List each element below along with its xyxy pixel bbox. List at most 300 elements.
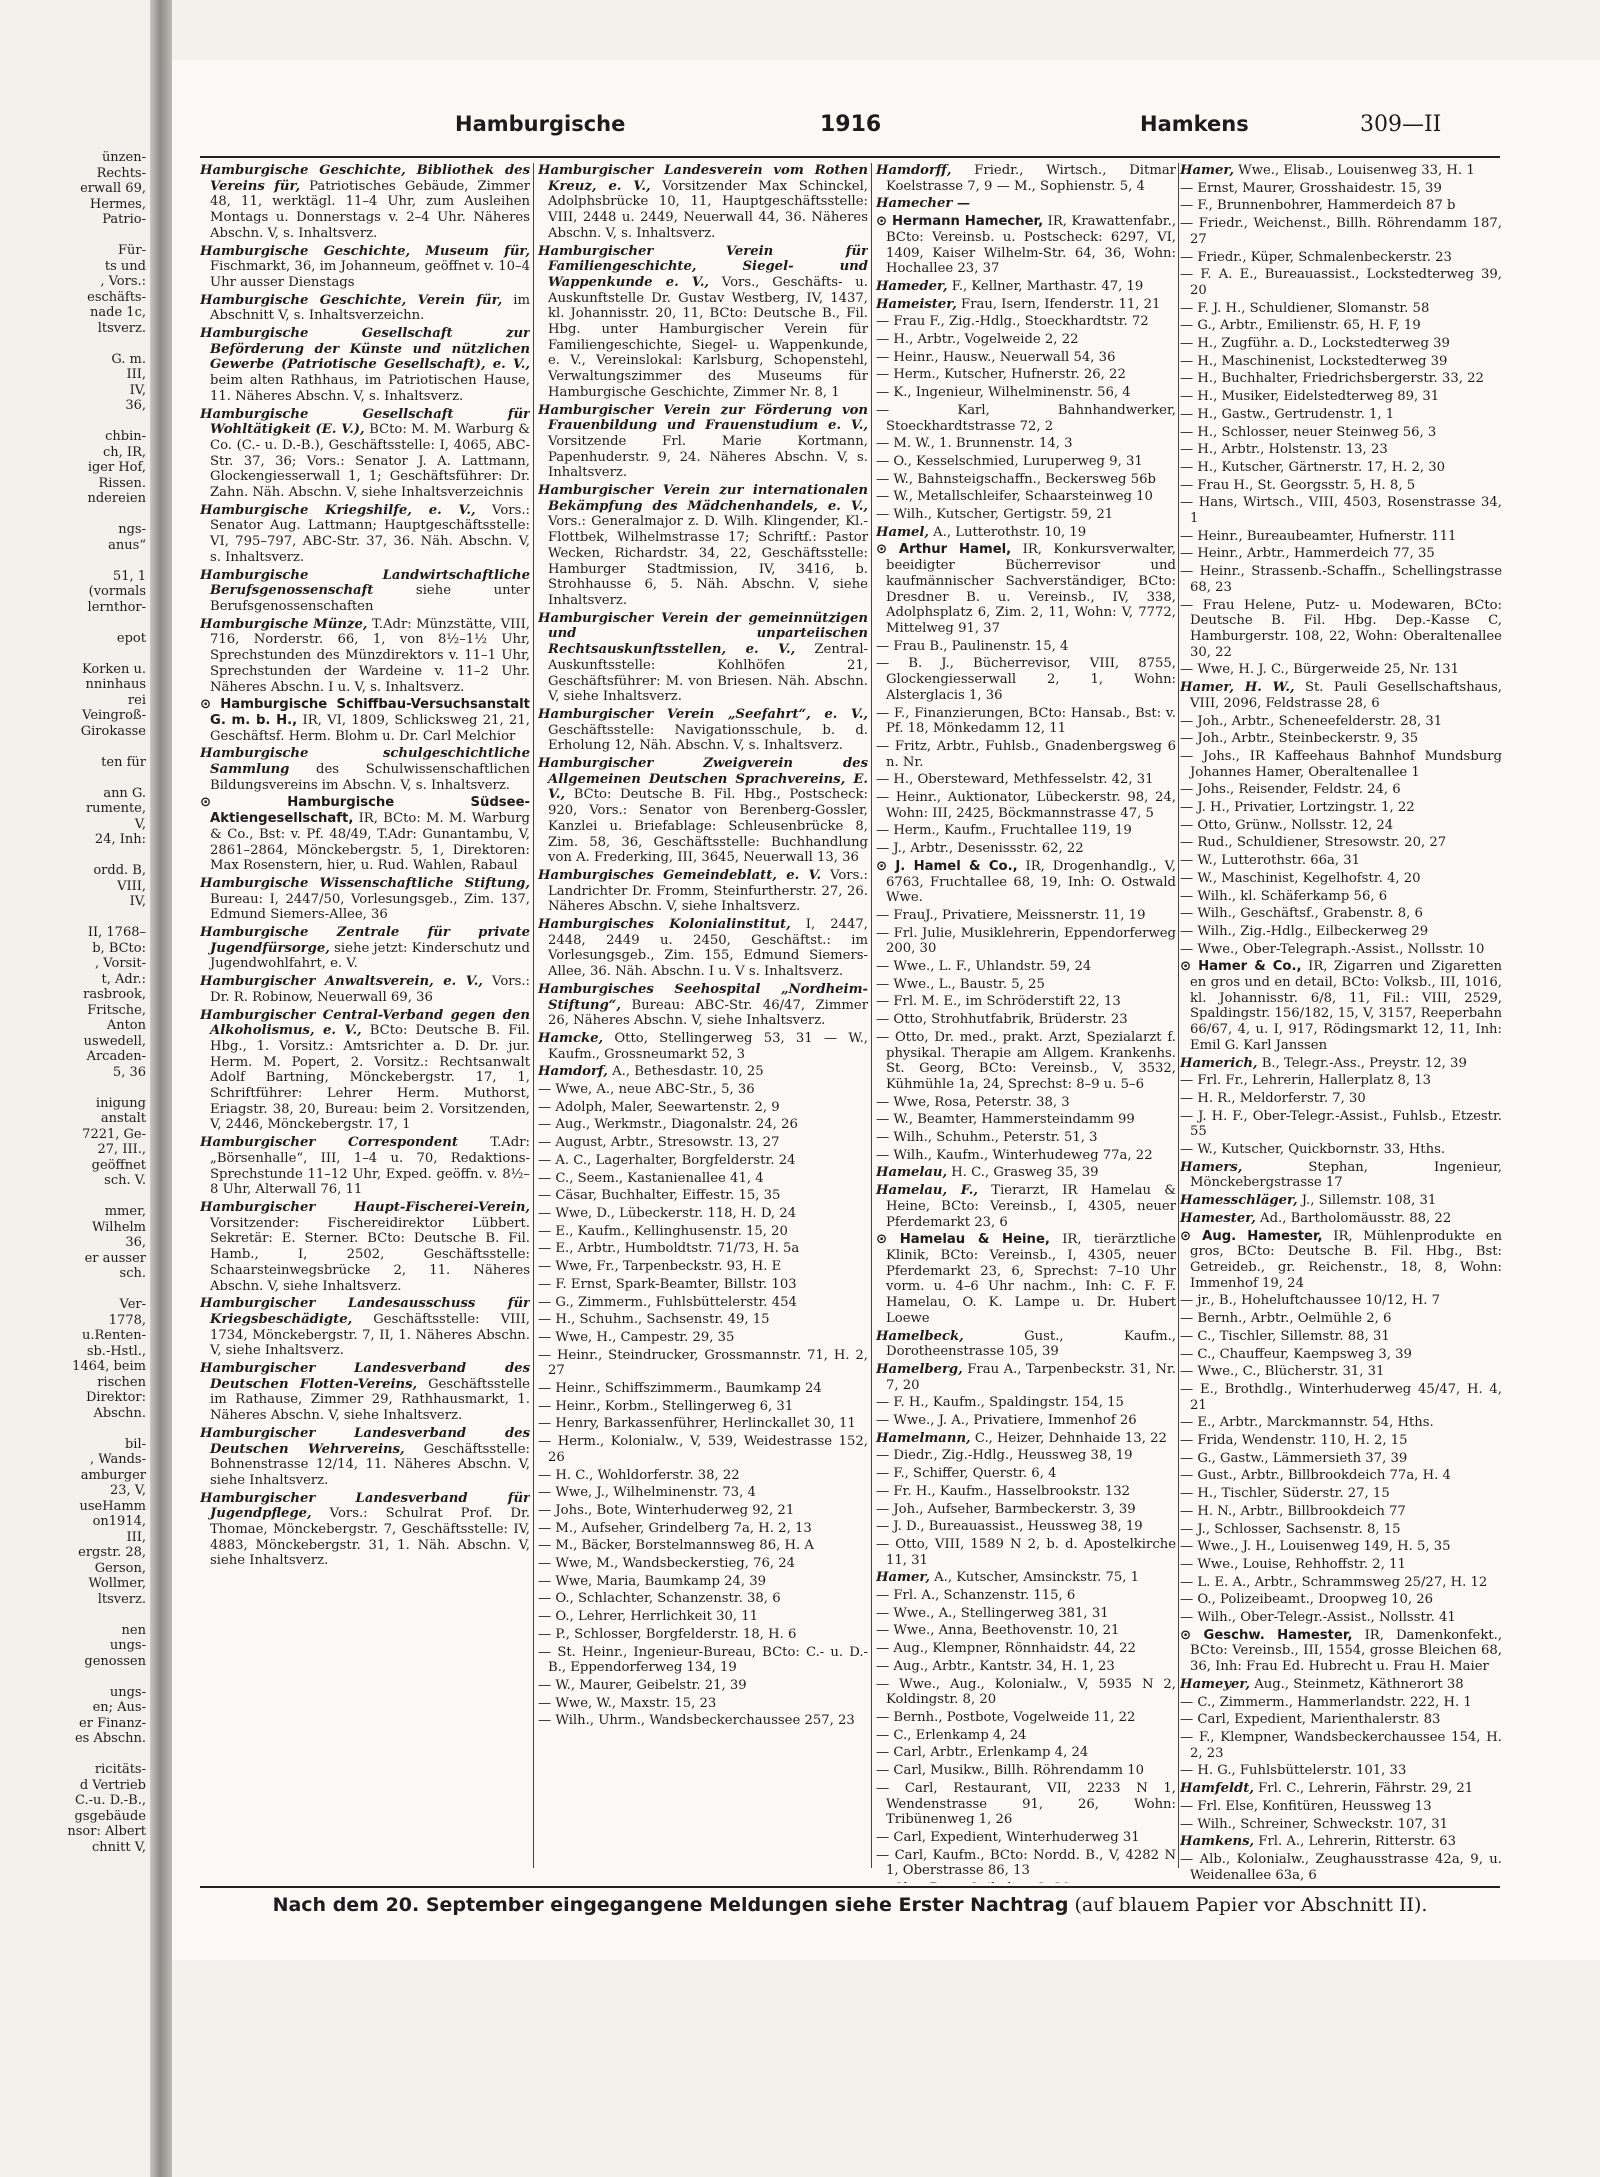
strip-line bbox=[0, 1607, 150, 1623]
entry-text: — Hans, Wirtsch., VIII, 4503, Rosenstrasse 34, 1 bbox=[1180, 495, 1502, 527]
entry-text: — Wwe., Louise, Rehhoffstr. 2, 11 bbox=[1180, 1556, 1406, 1572]
directory-entry bbox=[538, 1399, 868, 1415]
directory-entry bbox=[876, 926, 1176, 957]
directory-entry bbox=[876, 1881, 1176, 1883]
directory-entry bbox=[1180, 216, 1502, 247]
directory-entry bbox=[876, 1588, 1176, 1604]
directory-entry bbox=[1180, 478, 1502, 494]
entry-name: Hamer, bbox=[876, 1570, 930, 1586]
entry-name: Hamelmann, bbox=[876, 1430, 971, 1446]
strip-line: ngs- bbox=[118, 522, 146, 537]
directory-entry bbox=[1180, 1073, 1502, 1089]
entry-text: — Heinr., Schiffszimmerm., Baumkamp 24 bbox=[538, 1381, 822, 1397]
directory-entry bbox=[538, 1241, 868, 1257]
strip-line: II, 1768– bbox=[87, 925, 146, 940]
directory-entry bbox=[876, 994, 1176, 1010]
entry-text: — Fritz, Arbtr., Fuhlsb., Gnadenbergsweg 6 n. Nr. bbox=[876, 738, 1176, 770]
entry-name: Hamester, bbox=[1180, 1210, 1256, 1226]
strip-line: C.-u. D.-B., bbox=[75, 1793, 146, 1808]
directory-entry bbox=[876, 350, 1176, 366]
directory-entry bbox=[200, 1296, 530, 1359]
directory-entry bbox=[1180, 782, 1502, 798]
entry-text: — Carl, Kaufm., BCto: Nordd. B., V, 4282 N 1, Oberstrasse 86, 13 bbox=[876, 1847, 1176, 1879]
directory-entry bbox=[200, 876, 530, 923]
directory-entry bbox=[876, 1448, 1176, 1464]
entry-text: — Wwe., C., Blücherstr. 31, 31 bbox=[1180, 1364, 1385, 1380]
entry-text: — H., Obersteward, Methfesselstr. 42, 31 bbox=[876, 772, 1154, 788]
directory-entry bbox=[876, 1431, 1176, 1447]
entry-text: — Frl. Julie, Musiklehrerin, Eppendorferweg 200, 30 bbox=[876, 925, 1176, 957]
column-divider bbox=[871, 163, 872, 1868]
directory-entry bbox=[876, 279, 1176, 295]
entry-text: — Otto, Dr. med., prakt. Arzt, Spezialarzt f. physikal. Therapie am Allgem. Krankenhs. St. Georg, BCto: Vereinsb., V, 3532, Kühmühle 1a, 24, Sprechst: 8–9 u. 5–6 bbox=[876, 1029, 1176, 1092]
directory-entry bbox=[876, 1830, 1176, 1846]
strip-line: ungs- bbox=[109, 1638, 146, 1653]
entry-text: — H., Tischler, Süderstr. 27, 15 bbox=[1180, 1486, 1390, 1502]
entry-text: — Johs., IR Kaffeehaus Bahnhof Mundsburg Johannes Hamer, Oberaltenallee 1 bbox=[1180, 748, 1502, 780]
directory-entry bbox=[876, 1623, 1176, 1639]
entry-text: Vors.: Generalmajor z. D. Wilh. Klingender, Kl.-Flottbek, Wilhelmstrasse 17; Schriftf.: Pastor Wecken, Richardstr. 34, 22, Geschäftsstelle: Hamburger Stadtmission, IV, 3416, b. Strohhausse 6, 5. Näh. Abschn. V, siehe Inhaltsverz. bbox=[548, 514, 868, 608]
directory-entry bbox=[1180, 1486, 1502, 1502]
strip-line: 1778, bbox=[108, 1312, 146, 1328]
directory-entry bbox=[876, 163, 1176, 194]
directory-entry bbox=[1180, 336, 1502, 352]
entry-text: Vorsitzender: Fischereidirektor Lübbert. Sekretär: E. Sterner. BCto: Deutsche B. Fil. Hamb., I, 2502, Geschäftsstelle: Schaarsteinwegsbrücke 2, 11. Näheres Abschn. V, siehe Inhaltsverz. bbox=[210, 1215, 530, 1294]
entry-text: — M. W., 1. Brunnenstr. 14, 3 bbox=[876, 436, 1073, 452]
entry-text: IR, BCto: M. M. Warburg & Co., Bst: v. Pf. 48/49, T.Adr: Gunantambu, V, 2861–2864, Mönckebergstr. 5, 1, Direktoren: Max Rosenstern, hier, u. Rud. Wahlen, Rabaul bbox=[210, 811, 530, 874]
directory-entry bbox=[200, 568, 530, 615]
entry-text: — J. H. F., Ober-Telegr.-Assist., Fuhlsb., Etzestr. 55 bbox=[1180, 1108, 1502, 1140]
entry-text: Fischmarkt, 36, im Johanneum, geöffnet v. 10–4 Uhr ausser Dienstags bbox=[210, 259, 530, 290]
entry-name: Hamburgischer Verein der gemeinnützigen und unparteiischen Rechtsauskunftsstellen, e. V., bbox=[538, 610, 868, 658]
directory-entry bbox=[200, 1426, 530, 1489]
strip-line: er ausser bbox=[84, 1250, 146, 1266]
entry-text: A., Kutscher, Amsinckstr. 75, 1 bbox=[934, 1570, 1140, 1586]
column-divider bbox=[533, 163, 534, 1868]
entry-text: — F., Brunnenbohrer, Hammerdeich 87 b bbox=[1180, 198, 1456, 214]
entry-text: — Frl. Fr., Lehrerin, Hallerplatz 8, 13 bbox=[1180, 1073, 1431, 1089]
directory-entry bbox=[200, 407, 530, 501]
entry-text: — H., Buchhalter, Friedrichsbergerstr. 33, 22 bbox=[1180, 371, 1484, 387]
directory-entry bbox=[876, 403, 1176, 434]
directory-entry bbox=[876, 1030, 1176, 1093]
entry-name: Hamer, bbox=[1180, 163, 1234, 178]
entry-text: Bureau: I, 2447/50, Vorlesungsgeb., Zim. 137, Edmund Siemers-Allee, 36 bbox=[210, 891, 530, 923]
entry-name: Hamburgische Wissenschaftliche Stiftung, bbox=[200, 875, 530, 891]
entry-text: — M., Bäcker, Borstelmannsweg 86, H. A bbox=[538, 1538, 814, 1554]
directory-entry bbox=[876, 772, 1176, 788]
directory-entry bbox=[538, 1556, 868, 1572]
entry-text: — F. Ernst, Spark-Beamter, Billstr. 103 bbox=[538, 1276, 797, 1292]
directory-entry bbox=[200, 503, 530, 566]
entry-text: IR, Damenkonfekt., BCto: Vereinsb., III, 1554, grosse Bleichen 68, 36, Inh: Frau Ed. Hubrecht u. Frau H. Maier bbox=[1190, 1627, 1502, 1675]
directory-entry bbox=[1180, 1329, 1502, 1345]
strip-line: Girokasse bbox=[80, 723, 146, 739]
directory-entry bbox=[1180, 407, 1502, 423]
column-divider bbox=[1178, 163, 1179, 1868]
entry-text: H. C., Grasweg 35, 39 bbox=[951, 1165, 1099, 1181]
entry-text: — Carl, Expedient, Marienthalerstr. 83 bbox=[1180, 1712, 1441, 1728]
entry-text: — A. C., Lagerhalter, Borgfelderstr. 24 bbox=[538, 1152, 796, 1168]
entry-name: Hamburgische Gesellschaft zur Beförderung der Künste und nützlichen Gewerbe (Patriotische Gesellschaft), e. V., bbox=[200, 326, 530, 373]
entry-text: — F. A. E., Bureauassist., Lockstedterweg 39, 20 bbox=[1180, 267, 1502, 298]
entry-text: — H., Musiker, Eidelstedterweg 89, 31 bbox=[1180, 389, 1440, 405]
strip-line: er Finanz- bbox=[79, 1715, 146, 1731]
directory-entry bbox=[1180, 1347, 1502, 1363]
directory-entry bbox=[876, 1570, 1176, 1586]
directory-entry bbox=[1180, 371, 1502, 387]
entry-name: Hamelbeck, bbox=[876, 1328, 964, 1344]
directory-entry bbox=[1180, 959, 1502, 1053]
entry-text: — J. H., Privatier, Lortzingstr. 1, 22 bbox=[1180, 800, 1415, 816]
directory-entry bbox=[1180, 460, 1502, 476]
strip-line: , Vors.: bbox=[100, 274, 146, 289]
directory-entry bbox=[538, 1117, 868, 1133]
entry-text: — Wwe, Maria, Baumkamp 24, 39 bbox=[538, 1573, 767, 1589]
directory-entry bbox=[200, 1135, 530, 1198]
directory-entry bbox=[876, 472, 1176, 488]
strip-line: iger Hof, bbox=[87, 460, 146, 475]
strip-line bbox=[0, 739, 150, 755]
strip-line: ltsverz. bbox=[97, 1591, 146, 1607]
strip-line: nen bbox=[121, 1622, 146, 1638]
strip-line bbox=[0, 1282, 150, 1298]
entry-text: — Frida, Wendenstr. 110, H. 2, 15 bbox=[1180, 1433, 1408, 1449]
directory-entry bbox=[876, 436, 1176, 452]
entry-text: Vors.: Senator Aug. Lattmann; Hauptgeschäftsstelle: VI, 795–797, ABC-Str. 37, 36. Näh. Abschn. V, s. Inhaltsverz. bbox=[210, 502, 530, 565]
entry-text: — C., Zimmerm., Hammerlandstr. 222, H. 1 bbox=[1180, 1694, 1472, 1710]
directory-entry bbox=[1180, 906, 1502, 922]
strip-line: ltsverz. bbox=[97, 320, 146, 336]
entry-name: Hamburgischer Verein für Familiengeschichte, Siegel- und Wappenkunde e. V., bbox=[538, 243, 868, 290]
entry-name: Hameister, bbox=[876, 296, 957, 312]
entry-name: Hamburgischer Landesverband des Deutschen Wehrvereins, bbox=[200, 1425, 530, 1457]
directory-entry bbox=[1180, 1628, 1502, 1675]
directory-entry bbox=[1180, 1504, 1502, 1520]
header-rule bbox=[200, 156, 1500, 158]
directory-entry bbox=[538, 1696, 868, 1712]
directory-entry bbox=[1180, 1852, 1502, 1883]
strip-line: Wilhelm bbox=[92, 1219, 146, 1235]
directory-entry bbox=[876, 1395, 1176, 1411]
entry-text: Bureau: ABC-Str. 46/47, Zimmer 26, Näheres Abschn. V, siehe Inhaltsverz. bbox=[548, 997, 868, 1029]
entry-text: — Heinr., Steindrucker, Grossmannstr. 71, H. 2, 27 bbox=[538, 1347, 868, 1379]
entry-text: — E., Arbtr., Marckmannstr. 54, Hths. bbox=[1180, 1415, 1434, 1431]
entry-name: Hamburgische Kriegshilfe, e. V., bbox=[200, 502, 476, 518]
directory-entry bbox=[538, 403, 868, 482]
strip-line: 7221, Ge- bbox=[82, 1126, 146, 1142]
strip-line: 51, 1 bbox=[112, 568, 146, 584]
entry-name: Hamburgische Geschichte, Museum für, bbox=[200, 243, 530, 259]
entry-text: — Wwe., Aug., Kolonialw., V, 5935 N 2, Koldingstr. 8, 20 bbox=[876, 1676, 1176, 1708]
directory-entry bbox=[1180, 1557, 1502, 1573]
entry-name: Hamfeldt, bbox=[1180, 1781, 1254, 1797]
strip-line: (vormals bbox=[88, 584, 146, 599]
column-2 bbox=[538, 163, 868, 1883]
entry-text: — Aug., Klempner, Rönnhaidstr. 44, 22 bbox=[876, 1641, 1136, 1657]
entry-text: — Diedr., Zig.-Hdlg., Heussweg 38, 19 bbox=[876, 1448, 1133, 1464]
entry-text: Vors.: Landrichter Dr. Fromm, Steinfurtherstr. 27, 26. Näheres Abschn. V, siehe Inhaltsverz. bbox=[548, 867, 868, 915]
entry-text: — Wilh., kl. Schäferkamp 56, 6 bbox=[1180, 888, 1388, 904]
directory-entry bbox=[876, 1466, 1176, 1482]
directory-entry bbox=[1180, 1193, 1502, 1209]
directory-entry bbox=[538, 1521, 868, 1537]
strip-line: Anton bbox=[106, 1018, 146, 1033]
directory-entry bbox=[538, 1031, 868, 1062]
directory-entry bbox=[1180, 1781, 1502, 1797]
directory-entry bbox=[538, 1591, 868, 1607]
entry-text: — Wwe, Fr., Tarpenbeckstr. 93, H. E bbox=[538, 1259, 782, 1275]
entry-text: Frl. A., Lehrerin, Ritterstr. 63 bbox=[1258, 1834, 1456, 1850]
entry-text: — Frau Helene, Putz- u. Modewaren, BCto: Deutsche B. Fil. Hbg. Dep.-Kasse C, Hamburgerstr. 108, 22, Wohn: Oberaltenallee 30, 22 bbox=[1180, 597, 1502, 660]
entry-text: — H. R., Meldorferstr. 7, 30 bbox=[1180, 1090, 1366, 1106]
strip-line bbox=[0, 414, 150, 430]
strip-line: 36, bbox=[125, 1235, 146, 1250]
directory-entry bbox=[1180, 731, 1502, 747]
entry-name: Hamelau, bbox=[876, 1165, 948, 1181]
directory-entry bbox=[876, 454, 1176, 470]
directory-entry bbox=[1180, 1817, 1502, 1833]
directory-entry bbox=[876, 385, 1176, 401]
directory-entry bbox=[538, 244, 868, 401]
entry-text: IR, Drogenhandlg., V, 6763, Fruchtallee 68, 19, Inh: O. Ostwald Wwe. bbox=[886, 858, 1176, 906]
directory-entry bbox=[200, 1008, 530, 1134]
directory-entry bbox=[538, 483, 868, 609]
strip-line: , Vorsit- bbox=[95, 956, 146, 971]
entry-text: — Frl. M. E., im Schröderstift 22, 13 bbox=[876, 994, 1121, 1010]
entry-text: — Joh., Arbtr., Scheneefelderstr. 28, 31 bbox=[1180, 713, 1443, 729]
entry-text: Zentral-Auskunftsstelle: Kohlhöfen 21, Geschäftsführer: M. von Briesen. Näh. Abschn. V, siehe Inhaltsverz. bbox=[548, 642, 868, 705]
entry-text: Geschäftsstelle: Navigationsschule, b. d. Erholung 12, Näh. Abschn. V, s. Inhaltsverz. bbox=[548, 722, 868, 754]
directory-entry bbox=[876, 841, 1176, 857]
entry-text: — Heinr., Auktionator, Lübeckerstr. 98, 24, Wohn: III, 2425, Böckmannstrasse 47, 5 bbox=[876, 790, 1176, 821]
entry-text: — August, Arbtr., Stresowstr. 13, 27 bbox=[538, 1135, 780, 1151]
directory-entry bbox=[876, 489, 1176, 505]
entry-name: Hamburgische Gesellschaft für Wohltätigkeit (E. V.), bbox=[200, 406, 530, 438]
entry-text: — Friedr., Weichenst., Billh. Röhrendamm 187, 27 bbox=[1180, 216, 1502, 247]
strip-line: 36, bbox=[125, 398, 146, 413]
entry-text: — Carl, Restaurant, VII, 2233 N 1, Wendenstrasse 91, 26, Wohn: Tribünenweg 1, 26 bbox=[876, 1780, 1176, 1828]
entry-text: — O., Schlachter, Schanzenstr. 38, 6 bbox=[538, 1591, 781, 1607]
strip-line: ergstr. 28, bbox=[78, 1545, 146, 1560]
footer-notice bbox=[200, 1886, 1500, 1930]
entry-text: — Cäsar, Buchhalter, Eiffestr. 15, 35 bbox=[538, 1188, 781, 1204]
entry-text: — Wwe, W., Maxstr. 15, 23 bbox=[538, 1695, 717, 1711]
directory-entry bbox=[538, 868, 868, 915]
entry-name: Hamburgischer Landesverein vom Rothen Kreuz, e. V., bbox=[538, 163, 868, 194]
strip-line: sb.-Hstl., bbox=[86, 1343, 146, 1359]
entry-name: ⊙ Arthur Hamel, bbox=[876, 542, 1012, 558]
entry-text: — G., Zimmerm., Fuhlsbüttelerstr. 454 bbox=[538, 1294, 797, 1310]
strip-line: gsgebäude bbox=[74, 1808, 146, 1824]
strip-line: eschäfts- bbox=[87, 289, 146, 305]
directory-entry bbox=[1180, 425, 1502, 441]
entry-text: Vors., Geschäfts- u. Auskunftstelle Dr. Gustav Westberg, IV, 1437, kl. Johannisstr. 20, 11, BCto: Deutsche B., Fil. Hbg. unter Hamburgischer Verein für Familiengeschichte, Siegel- u. Wappenkunde, e. V., Vereinslokal: Karlsburg, Schopenstehl, Verwaltungszimmer des Museums für Hamburgische Geschichte, Zimmer Nr. 8, 1 bbox=[548, 274, 868, 400]
directory-entry bbox=[876, 1728, 1176, 1744]
strip-line: ch, IR, bbox=[103, 444, 146, 460]
strip-line: , Wands- bbox=[89, 1452, 146, 1467]
column-4 bbox=[1180, 163, 1502, 1883]
entry-text: — W., Maurer, Geibelstr. 21, 39 bbox=[538, 1677, 747, 1693]
strip-line: ungs- bbox=[109, 1684, 146, 1700]
entry-text: — Adolph, Maler, Seewartenstr. 2, 9 bbox=[538, 1099, 780, 1115]
entry-text: — Friedr., Küper, Schmalenbeckerstr. 23 bbox=[1180, 249, 1452, 265]
entry-text: — Joh., Aufseher, Barmbeckerstr. 3, 39 bbox=[876, 1501, 1136, 1517]
entry-text: — B. J., Bücherrevisor, VIII, 8755, Glockengiesserwall 2, 1, Wohn: Alsterglacis 1, 36 bbox=[876, 656, 1176, 703]
directory-entry bbox=[200, 293, 530, 324]
entry-text: — H., Maschinenist, Lockstedterweg 39 bbox=[1180, 353, 1448, 369]
strip-line: en; Aus- bbox=[92, 1700, 146, 1715]
entry-text: F., Kellner, Marthastr. 47, 19 bbox=[951, 278, 1144, 294]
entry-text: B., Telegr.-Ass., Preystr. 12, 39 bbox=[1261, 1055, 1467, 1071]
entry-text: A., Lutterothstr. 10, 19 bbox=[933, 524, 1087, 540]
entry-text: Friedr., Wirtsch., Ditmar Koelstrasse 7, 9 — M., Sophienstr. 5, 4 bbox=[886, 163, 1176, 194]
strip-line bbox=[0, 336, 150, 352]
directory-entry bbox=[200, 326, 530, 405]
directory-entry bbox=[1180, 1539, 1502, 1555]
strip-line: Für- bbox=[118, 243, 146, 258]
directory-entry bbox=[538, 707, 868, 754]
entry-text: — C., Seem., Kastanienallee 41, 4 bbox=[538, 1170, 764, 1186]
directory-entry bbox=[1180, 1799, 1502, 1815]
directory-entry bbox=[876, 1677, 1176, 1708]
entry-text: — E., Kaufm., Kellinghusenstr. 15, 20 bbox=[538, 1223, 788, 1239]
entry-text: — W., Kutscher, Quickbornstr. 33, Hths. bbox=[1180, 1142, 1446, 1158]
entry-text: — H., Schuhm., Sachsenstr. 49, 15 bbox=[538, 1312, 770, 1328]
directory-entry bbox=[876, 977, 1176, 993]
entry-name: Hamburgische schulgeschichtliche Sammlung bbox=[200, 746, 530, 778]
entry-text: — H., Schlosser, neuer Steinweg 56, 3 bbox=[1180, 424, 1437, 440]
strip-line: Direktor: bbox=[85, 1390, 146, 1405]
entry-text: BCto: M. M. Warburg & Co. (C.- u. D.-B.), Geschäftsstelle: I, 4065, ABC-Str. 37, 36; Vors.: Senator J. A. Lattmann, Glockengiesserwall 1, 1; Geschäftsführer: Dr. Zahn. Näh. Abschn. V, siehe Inhaltsverzeichnis bbox=[210, 422, 530, 501]
strip-line: V, bbox=[134, 816, 146, 832]
directory-entry bbox=[1180, 800, 1502, 816]
entry-text: — Heinr., Strassenb.-Schaffn., Schellingstrasse 68, 23 bbox=[1180, 564, 1502, 595]
strip-line: 5, 36 bbox=[112, 1064, 146, 1080]
entry-text: — Carl, Expedient, Winterhuderweg 31 bbox=[876, 1829, 1140, 1845]
entry-text: — H., Kutscher, Gärtnerstr. 17, H. 2, 30 bbox=[1180, 459, 1446, 475]
strip-line: G. m. bbox=[111, 351, 146, 367]
directory-entry bbox=[876, 1781, 1176, 1828]
entry-text: T.Adr: „Börsenhalle“, III, 1–4 u. 70, Redaktions-Sprechstunde 11–12 Uhr, Exped. geöffn. v. 8½–8 Uhr, Alterwall 76, 11 bbox=[210, 1135, 530, 1198]
entry-name: Hamer, H. W., bbox=[1180, 680, 1295, 696]
entry-text: — L. E. A., Arbtr., Schrammsweg 25/27, H. 12 bbox=[1180, 1574, 1488, 1590]
entry-text: — Carl, Musikw., Billh. Röhrendamm 10 bbox=[876, 1763, 1144, 1779]
entry-text: Vorsitzender Max Schinckel, Adolphsbrücke 10, 11, Hauptgeschäftsstelle: VIII, 2448 u. 2449, Neuerwall 44, 36. Näheres Abschn. V, s. Inhaltsverz. bbox=[548, 178, 868, 241]
entry-name: Hamkens, bbox=[1180, 1834, 1255, 1850]
directory-entry bbox=[538, 1082, 868, 1098]
entry-text: — jr., B., Hoheluftchaussee 10/12, H. 7 bbox=[1180, 1293, 1441, 1309]
entry-text: — Wilh., Schreiner, Schweckstr. 107, 31 bbox=[1180, 1816, 1449, 1832]
entry-text: — Herm., Kaufm., Fruchtallee 119, 19 bbox=[876, 823, 1132, 839]
directory-entry bbox=[876, 507, 1176, 523]
strip-line: sch. V. bbox=[104, 1173, 146, 1188]
directory-entry bbox=[876, 1165, 1176, 1181]
strip-line: Arcaden- bbox=[86, 1049, 146, 1064]
entry-name: Hamelberg, bbox=[876, 1361, 963, 1377]
strip-line: d Vertrieb bbox=[79, 1777, 146, 1793]
entry-name: Hamburgischer Verein „Seefahrt“, e. V., bbox=[538, 706, 868, 722]
strip-line: Patrio- bbox=[102, 212, 146, 227]
entry-text: — Aug., Werkmstr., Diagonalstr. 24, 26 bbox=[538, 1117, 798, 1133]
strip-line: IV, bbox=[129, 382, 146, 398]
entry-name: Hamdorf, bbox=[538, 1064, 608, 1080]
entry-name: Hamburgisches Seehospital „Nordheim-Stiftung“, bbox=[538, 981, 868, 1013]
entry-text: — K., Ingenieur, Wilhelminenstr. 56, 4 bbox=[876, 385, 1131, 401]
entry-name: Hamburgischer Landesverband für Jugendpflege, bbox=[200, 1490, 530, 1522]
directory-entry bbox=[1180, 546, 1502, 562]
directory-entry bbox=[876, 1606, 1176, 1622]
directory-entry bbox=[1180, 818, 1502, 834]
entry-text: — Herm., Kolonialw., V, 539, Weidestrasse 152, 26 bbox=[538, 1434, 868, 1465]
entry-text: — Wwe., L., Baustr. 5, 25 bbox=[876, 976, 1045, 992]
strip-line: Veingroß- bbox=[82, 708, 146, 723]
entry-text: Vorsitzende Frl. Marie Kortmann, Papenhuderstr. 9, 24. Näheres Abschn. V, s. Inhaltsverz. bbox=[548, 433, 868, 481]
entry-text: — FrauJ., Privatiere, Meissnerstr. 11, 19 bbox=[876, 907, 1146, 923]
entry-name: ⊙ Aug. Hamester, bbox=[1180, 1228, 1323, 1244]
strip-line: es Abschn. bbox=[74, 1731, 146, 1746]
entry-text: Geschäftsstelle im Rathause, Zimmer 29, Rathhausmarkt, 1. Näheres Abschn. V, siehe Inhaltsverz. bbox=[210, 1376, 530, 1424]
directory-entry bbox=[876, 367, 1176, 383]
directory-entry bbox=[1180, 871, 1502, 887]
directory-entry bbox=[1180, 1763, 1502, 1779]
entry-text: Frau, Isern, Ifenderstr. 11, 21 bbox=[961, 296, 1161, 312]
entry-name: Hamers, bbox=[1180, 1159, 1243, 1175]
directory-entry bbox=[1180, 1293, 1502, 1309]
entry-text: IR, tierärztliche Klinik, BCto: Vereinsb., I, 4305, neuer Pferdemarkt 23, 6, Sprechst: 7–10 Uhr vorm. u. 4–6 Uhr nachm., Inh: C. F. F. Hamelau, O. K. Lampe u. Dr. Hubert Loewe bbox=[886, 1232, 1176, 1326]
strip-line: on1914, bbox=[92, 1514, 146, 1529]
entry-text: — Wwe, A., neue ABC-Str., 5, 36 bbox=[538, 1082, 755, 1098]
directory-entry bbox=[1180, 1109, 1502, 1140]
directory-entry bbox=[538, 1277, 868, 1293]
strip-line: 27, III., bbox=[97, 1142, 146, 1157]
strip-line: bil- bbox=[124, 1436, 146, 1452]
directory-entry bbox=[1180, 1364, 1502, 1380]
directory-entry bbox=[876, 739, 1176, 770]
entry-text: — Wwe, H. J. C., Bürgerweide 25, Nr. 131 bbox=[1180, 662, 1460, 678]
strip-line: ann G. bbox=[103, 785, 146, 801]
directory-entry bbox=[200, 617, 530, 696]
directory-entry bbox=[876, 1183, 1176, 1230]
entry-text: beim alten Rathhaus, im Patriotischen Hause, 11. Näheres Abschn. V, s. Inhaltsverz. bbox=[210, 373, 530, 404]
strip-line: 23, V, bbox=[109, 1483, 146, 1498]
entry-text: IR, Mühlenprodukte en gros, BCto: Deutsche B. Fil. Hbg., Bst: Getreideb., gr. Reichenstr., 18, 8, Wohn: Immenhof 19, 24 bbox=[1190, 1228, 1502, 1291]
strip-line: rischen bbox=[97, 1374, 146, 1390]
entry-text: — Johs., Reisender, Feldstr. 24, 6 bbox=[1180, 782, 1401, 798]
entry-text: Vors.: Dr. R. Robinow, Neuerwall 69, 36 bbox=[210, 974, 530, 1005]
entry-text: — Wilh., Kaufm., Winterhudeweg 77a, 22 bbox=[876, 1147, 1153, 1163]
strip-line: t, Adr.: bbox=[101, 971, 146, 987]
entry-text: — W., Lutterothstr. 66a, 31 bbox=[1180, 853, 1361, 869]
directory-entry bbox=[876, 1362, 1176, 1393]
directory-entry bbox=[1180, 662, 1502, 678]
entry-text: — Alb., Kolonialw., Zeughausstrasse 42a, 9, u. Weidenallee 63a, 6 bbox=[1180, 1851, 1502, 1883]
strip-line: 1464, beim bbox=[72, 1359, 146, 1374]
strip-line: Rissen. bbox=[98, 475, 146, 491]
directory-entry bbox=[876, 1413, 1176, 1429]
strip-line: ricitäts- bbox=[94, 1762, 146, 1777]
directory-entry bbox=[876, 1095, 1176, 1111]
strip-line: nninhaus bbox=[85, 677, 146, 692]
directory-entry bbox=[538, 1381, 868, 1397]
entry-name: Hamburgischer Zweigverein des Allgemeinen Deutschen Sprachvereins, E. V., bbox=[538, 756, 868, 803]
directory-entry bbox=[200, 163, 530, 242]
entry-text: — J. D., Bureauassist., Heussweg 38, 19 bbox=[876, 1519, 1143, 1535]
entry-text: Aug., Steinmetz, Käthnerort 38 bbox=[1254, 1676, 1464, 1692]
entry-text: Gust., Kaufm., Dorotheenstrasse 105, 39 bbox=[886, 1328, 1176, 1360]
directory-entry bbox=[876, 332, 1176, 348]
strip-line bbox=[0, 910, 150, 926]
